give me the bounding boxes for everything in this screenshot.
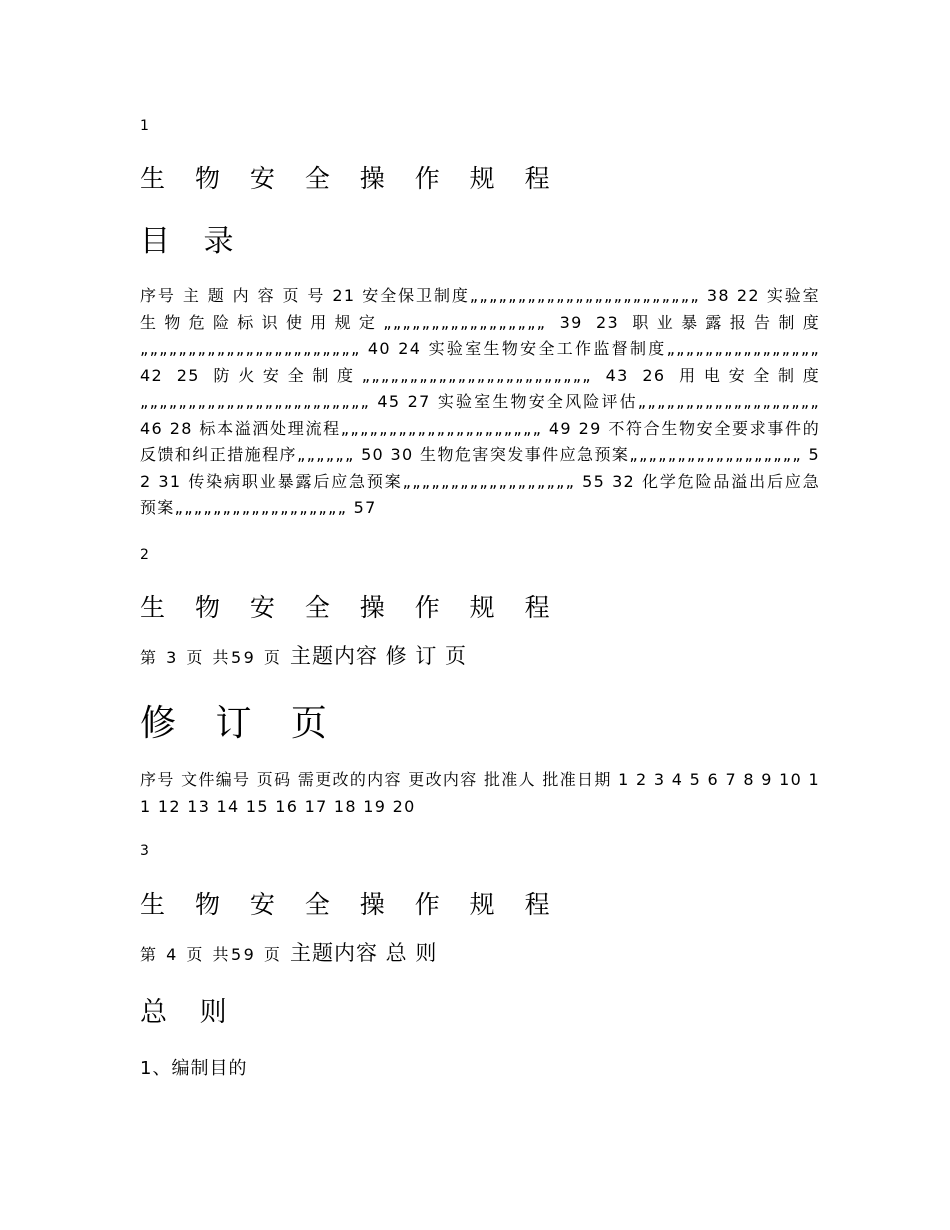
general-heading: 总 则 (140, 997, 239, 1028)
page-header-3-subject: 主题内容 总 则 (289, 941, 438, 965)
page-number-2: 2 (140, 547, 149, 563)
page-header-2 (140, 642, 467, 672)
revision-table-text: 序号 文件编号 页码 需更改的内容 更改内容 批准人 批准日期 1 2 3 4 5 6 7 8 9 10 11 12 13 14 15 16 17 18 19 20 (140, 770, 820, 816)
toc-heading: 目 录 (140, 224, 246, 259)
page-header-2-prefix: 第 3 页 共59 页 (140, 648, 283, 667)
toc-text: 序号 主 题 内 容 页 号 21 安全保卫制度„„„„„„„„„„„„„„„„„„„„„„„„ 38 22 实验室生物危险标识使用规定„„„„„„„„„„„„„„„„„ 39 23 职业暴露报告制度„„„„„„„„„„„„„„„„„„„„„„„ 40 24 实验室生物安全工作监督制度„„„„„„„„„„„„„„„„ 42 25 防火安全制度„„„„„„„„„„„„„„„„„„„„„„„„ 43 26 用电安全制度„„„„„„„„„„„„„„„„„„„„„„„„ 45 27 实验室生物安全风险评估„„„„„„„„„„„„„„„„„„„ 46 28 标本溢洒处理流程„„„„„„„„„„„„„„„„„„„„„ 49 29 不符合生物安全要求事件的反馈和纠正措施程序„„„„„„ 50 30 生物危害突发事件应急预案„„„„„„„„„„„„„„„„„„ 52 31 传染病职业暴露后应急预案„„„„„„„„„„„„„„„„„„ 55 32 化学危险品溢出后应急预案„„„„„„„„„„„„„„„„„„ 57 (140, 286, 820, 517)
document-title-2: 生 物 安 全 操 作 规 程 (140, 593, 561, 622)
page-header-2-subject: 主题内容 修 订 页 (289, 644, 468, 668)
document-title-3: 生 物 安 全 操 作 规 程 (140, 890, 561, 919)
page-number-1: 1 (140, 118, 149, 134)
page-number-3: 3 (140, 843, 149, 859)
page-header-3-prefix: 第 4 页 共59 页 (140, 945, 283, 964)
page-header-3 (140, 939, 437, 969)
section-item-1: 1、编制目的 (140, 1058, 248, 1079)
revision-heading: 修 订 页 (140, 703, 341, 744)
document-title-1: 生 物 安 全 操 作 规 程 (140, 164, 561, 193)
